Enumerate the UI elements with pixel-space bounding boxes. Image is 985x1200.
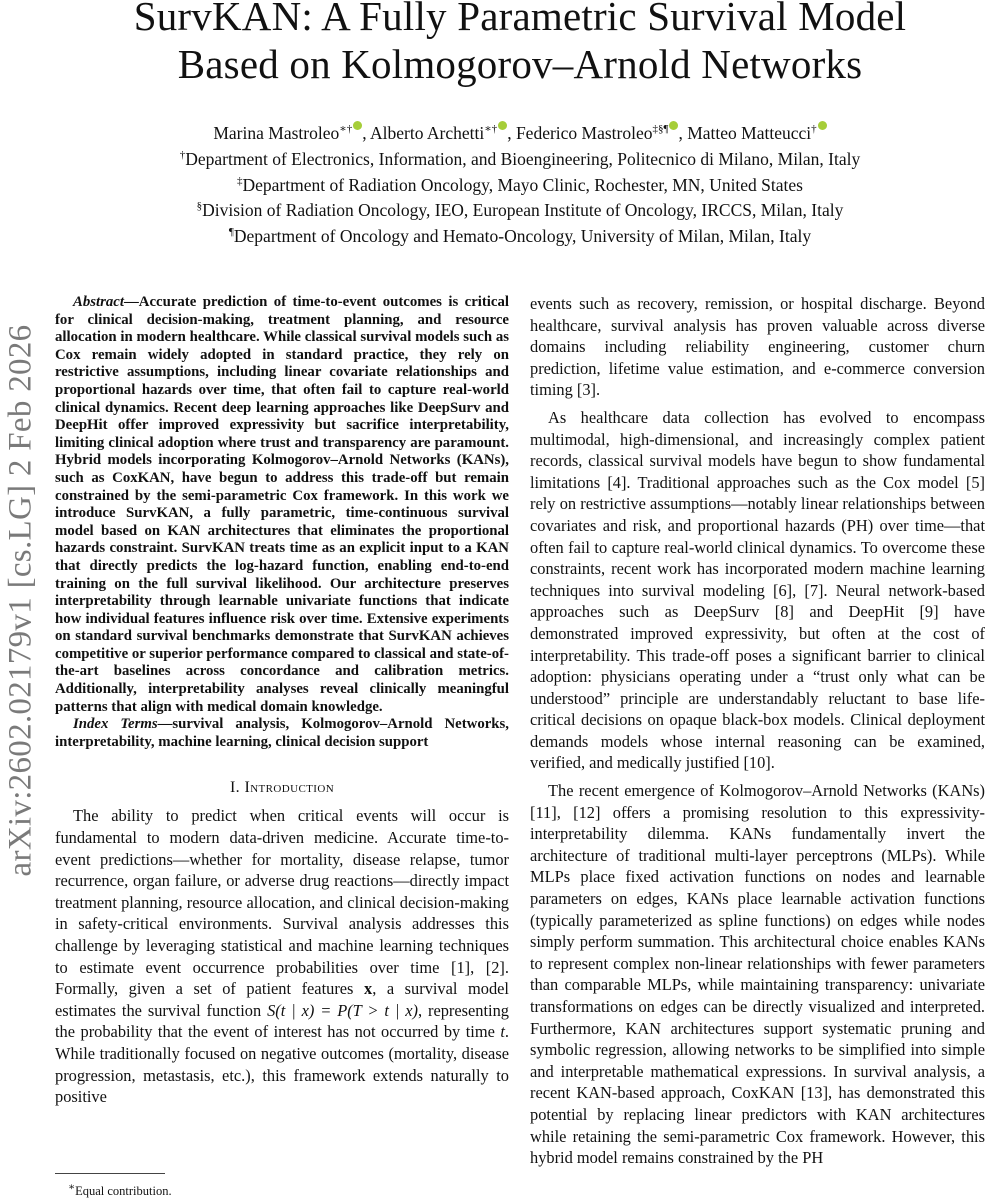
footnote-divider	[55, 1173, 165, 1174]
left-column	[55, 294, 509, 1108]
abstract	[55, 294, 509, 716]
footnote-mark: ∗	[68, 1182, 76, 1193]
affiliation-mark: ‡	[237, 174, 243, 187]
right-column	[530, 293, 985, 1169]
affiliation	[0, 221, 985, 247]
author-marks: †	[811, 123, 817, 135]
intro-text: . While traditionally focused on negative outcomes (mortality, disease progression, metastasis, etc.), this framework extends naturally to positive	[55, 1022, 509, 1107]
affiliation	[0, 144, 985, 170]
author-marks: ∗†	[339, 123, 353, 135]
author-block	[0, 118, 985, 247]
author-name: Marina Mastroleo	[213, 122, 340, 143]
affiliation-text: Department of Oncology and Hemato-Oncology, University of Milan, Milan, Italy	[233, 226, 812, 247]
intro-paragraph: The recent emergence of Kolmogorov–Arnold Networks (KANs) [11], [12] offers a promising resolution to this expressivity-interpretability dilemma. KANs fundamentally invert the architecture of traditional multi-layer perceptrons (MLPs). While MLPs place fixed activation functions on nodes and learnable parameters on edges, KANs place learnable activation functions (typically parameterized as spline functions) on edges while nodes simply perform summation. This architectural choice enables KANs to represent complex non-linear relationships with fewer parameters than comparable MLPs, while maintaining transparency: univariate transformations on edges can be directly visualized and interpreted. Furthermore, KAN architectures support systematic pruning and symbolic regression, allowing networks to be simplified into simple and interpretable mathematical expressions. In survival analysis, a recent KAN-based approach, CoxKAN [13], has demonstrated this potential by replacing linear predictors with KAN architectures while retaining the semi-parametric Cox framework. However, this hybrid model remains constrained by the PH	[530, 781, 985, 1168]
author-marks: ‡§¶	[652, 123, 669, 135]
intro-text: , a survival model estimates the survival function	[55, 979, 509, 1020]
arxiv-stamp	[0, 300, 43, 900]
intro-paragraph	[55, 805, 509, 1107]
orcid-icon[interactable]	[669, 121, 678, 130]
author-marks: ∗†	[484, 123, 498, 135]
orcid-icon[interactable]	[353, 121, 362, 130]
paper-title	[0, 0, 985, 88]
affiliation-mark: §	[196, 200, 203, 213]
author-list: Marina Mastroleo∗† , Alberto Archetti∗† , Federico Mastroleo‡§¶ , Matteo Matteucci†	[213, 123, 826, 143]
title-line-1: SurvKAN: A Fully Parametric Survival Model	[133, 0, 907, 39]
affiliation-text: Department of Radiation Oncology, Mayo Clinic, Rochester, MN, United States	[242, 174, 803, 195]
affiliation	[0, 170, 985, 196]
arxiv-identifier[interactable]: arXiv:2602.02179v1 [cs.LG] 2 Feb 2026	[2, 324, 39, 876]
math-x: x	[363, 979, 373, 999]
intro-text: , representing the probability that the event of interest has not occurred by time	[55, 1000, 509, 1042]
affiliation-text: Division of Radiation Oncology, IEO, European Institute of Oncology, IRCCS, Milan, Italy	[202, 200, 844, 221]
orcid-icon[interactable]	[498, 121, 507, 130]
affiliation	[0, 195, 985, 221]
author-name: Alberto Archetti	[370, 122, 485, 143]
index-terms	[55, 716, 509, 751]
index-terms-text: —survival analysis, Kolmogorov–Arnold Networks, interpretability, machine learning, clinical decision support	[55, 716, 509, 750]
affiliation-mark: ¶	[228, 226, 234, 239]
author-name: Matteo Matteucci	[687, 122, 812, 143]
section-heading	[55, 779, 509, 797]
abstract-label: Abstract	[73, 294, 124, 310]
intro-paragraph-continued: events such as recovery, remission, or hospital discharge. Beyond healthcare, survival analysis has proven valuable across diverse domains including reliability engineering, customer churn prediction, lifetime value estimation, and e-commerce conversion timing [3].	[530, 294, 985, 400]
orcid-icon[interactable]	[818, 121, 827, 130]
affiliation-mark: †	[179, 148, 186, 161]
footnote	[68, 1181, 172, 1199]
abstract-text: —Accurate prediction of time-to-event outcomes is critical for clinical decision-making, treatment planning, and resource allocation in modern healthcare. While classical survival models such as Cox remain widely adopted in standard practice, they rely on restrictive assumptions, including linear covariate relationships and proportional hazards over time, that often fail to capture real-world clinical dynamics. Recent deep learning approaches like DeepSurv and DeepHit offer improved expressivity but sacrifice interpretability, limiting clinical adoption where trust and transparency are paramount. Hybrid models incorporating Kolmogorov–Arnold Networks (KANs), such as CoxKAN, have begun to address this trade-off but remain constrained by the semi-parametric Cox framework. In this work we introduce SurvKAN, a fully parametric, time-continuous survival model based on KAN architectures that eliminates the proportional hazards constraint. SurvKAN treats time as an explicit input to a KAN that directly predicts the log-hazard function, enabling end-to-end training on the full survival likelihood. Our architecture preserves interpretability through learnable univariate functions that indicate how individual features influence risk over time. Extensive experiments on standard survival benchmarks demonstrate that SurvKAN achieves competitive or superior performance compared to classical and state-of-the-art baselines across concordance and calibration metrics. Additionally, interpretability analyses reveal clinically meaningful patterns that align with medical domain knowledge.	[55, 294, 509, 715]
author-name: Federico Mastroleo	[515, 122, 653, 143]
math-t: t	[500, 1022, 505, 1042]
index-terms-label: Index Terms	[73, 716, 158, 733]
footnote-text: Equal contribution.	[75, 1184, 172, 1199]
survival-formula: S(t | x) = P(T > t | x)	[267, 1000, 418, 1020]
section-number: I.	[229, 779, 241, 797]
affiliation-text: Department of Electronics, Information, and Bioengineering, Politecnico di Milano, Milan, Italy	[185, 148, 861, 169]
section-title: Introduction	[244, 779, 335, 797]
title-line-2: Based on Kolmogorov–Arnold Networks	[177, 41, 863, 87]
intro-text: The ability to predict when critical events will occur is fundamental to modern data-driven medicine. Accurate time-to-event predictions—whether for mortality, disease relapse, tumor recurrence, organ failure, or adverse drug reactions—directly impact treatment planning, resource allocation, and clinical decision-making in safety-critical environments. Survival analysis addresses this challenge by leveraging statistical and machine learning techniques to estimate event occurrence probabilities over time [1], [2]. Formally, given a set of patient features	[55, 806, 509, 999]
intro-paragraph: As healthcare data collection has evolved to encompass multimodal, high-dimensional, and increasingly complex patient records, classical survival models have begun to show fundamental limitations [4]. Traditional approaches such as the Cox model [5] rely on restrictive assumptions—notably linear relationships between covariates and risk, and proportional hazards (PH) over time—that often fail to capture real-world clinical dynamics. To overcome these constraints, recent work has incorporated modern machine learning techniques into survival modeling [6], [7]. Neural network-based approaches such as DeepSurv [8] and DeepHit [9] have demonstrated improved expressivity, but often at the cost of interpretability. This trade-off poses a significant barrier to clinical adoption: physicians operating under a “trust only what can be understood” principle are understandably reluctant to base life-critical decisions on opaque black-box models. Clinical deployment demands models whose internal reasoning can be examined, verified, and medically justified [10].	[530, 407, 985, 773]
